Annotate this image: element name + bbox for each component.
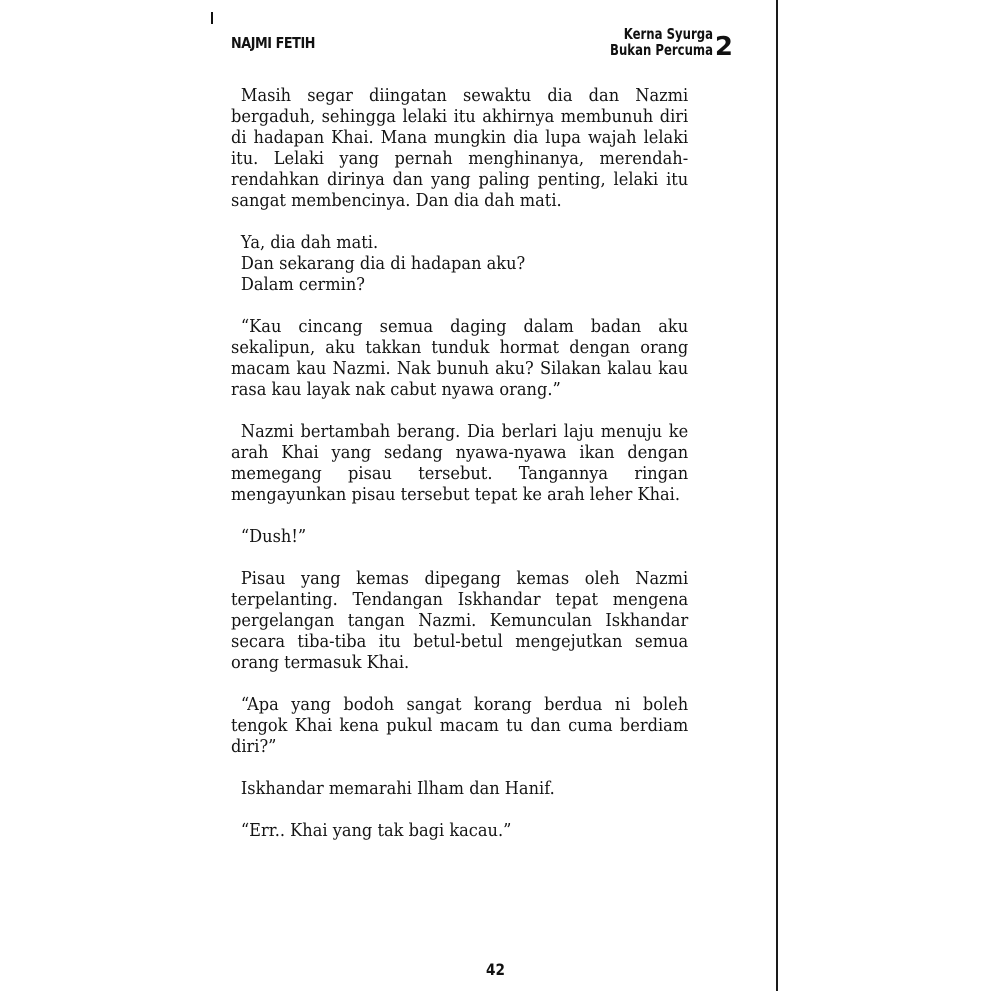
paragraph-3: Dan sekarang dia di hadapan aku? [240, 253, 526, 274]
paragraph-8: Pisau yang kemas dipegang kemas oleh Nazmi terpelanting. Tendangan Iskhandar tepat mengena pergelangan tangan Nazmi. Kemunculan Iskhandar secara tiba-tiba itu betul-betul mengejutkan semua orang termasuk Khai. [231, 568, 689, 673]
running-header-author: NAJMI FETIH [231, 34, 316, 52]
paragraph-4: Dalam cermin? [240, 274, 365, 295]
paragraph-11: “Err.. Khai yang tak bagi kacau.” [240, 820, 512, 841]
body-text [231, 85, 688, 841]
paragraph-9: “Apa yang bodoh sangat korang berdua ni boleh tengok Khai kena pukul macam tu dan cuma berdiam diri?” [231, 694, 689, 757]
title-line-1: Kerna Syurga [623, 25, 713, 43]
paragraph-1: Masih segar diingatan sewaktu dia dan Nazmi bergaduh, sehingga lelaki itu akhirnya membunuh diri di hadapan Khai. Mana mungkin dia lupa wajah lelaki itu. Lelaki yang pernah menghinanya, merendah-rendahkan dirinya dan yang paling penting, lelaki itu sangat membencinya. Dan dia dah mati. [231, 85, 689, 211]
running-header-title [581, 25, 733, 62]
paragraph-5: “Kau cincang semua daging dalam badan aku sekalipun, aku takkan tunduk hormat dengan orang macam kau Nazmi. Nak bunuh aku? Silakan kalau kau rasa kau layak nak cabut nyawa orang.” [231, 316, 689, 400]
title-line-2: Bukan Percuma [609, 41, 713, 59]
page-edge-rule [776, 0, 778, 991]
title-volume-number: 2 [714, 32, 733, 62]
paragraph-2: Ya, dia dah mati. [240, 232, 379, 253]
paragraph-10: Iskhandar memarahi Ilham dan Hanif. [240, 778, 555, 799]
edge-mark [211, 12, 213, 24]
page-number: 42 [486, 960, 505, 979]
title-lines [610, 26, 713, 58]
paragraph-7: “Dush!” [240, 526, 307, 547]
paragraph-6: Nazmi bertambah berang. Dia berlari laju menuju ke arah Khai yang sedang nyawa-nyawa ikan dengan memegang pisau tersebut. Tangannya ringan mengayunkan pisau tersebut tepat ke arah leher Khai. [231, 421, 689, 505]
